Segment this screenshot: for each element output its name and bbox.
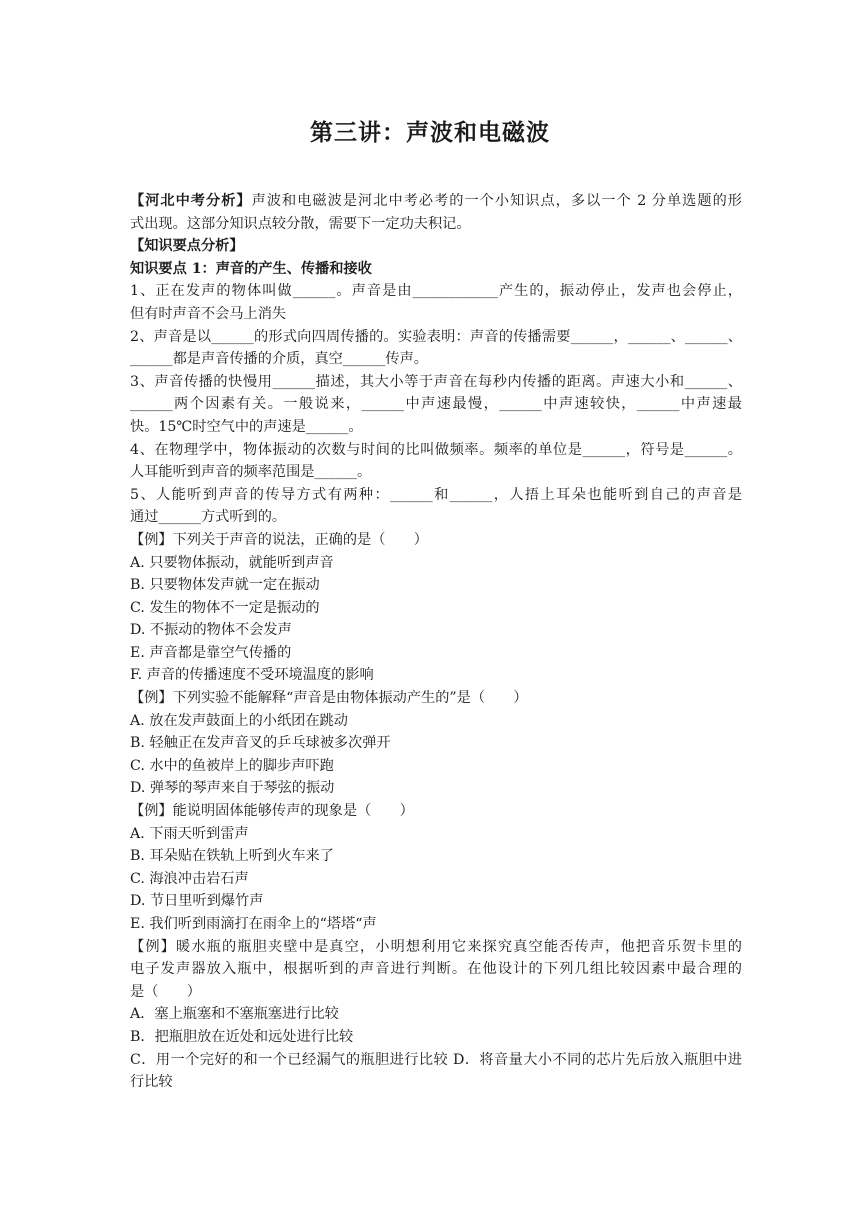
example-4-option-a: A．塞上瓶塞和不塞瓶塞进行比较 [130, 1006, 339, 1023]
example-1-option-b: B. 只要物体发声就一定在振动 [130, 577, 320, 594]
example-4-option-cd-line-2: 行比较 [130, 1074, 173, 1091]
example-1-option-a: A. 只要物体振动，就能听到声音 [130, 554, 334, 571]
example-3-option-d: D. 节日里听到爆竹声 [130, 893, 264, 910]
point-1-line-1: 1、正在发声的物体叫做______。声音是由____________产生的，振动停止，发声也会停止， [130, 283, 742, 300]
example-2-option-b: B. 轻触正在发声音叉的乒乓球被多次弹开 [130, 735, 391, 752]
point-1-line-2: 但有时声音不会马上消失 [130, 305, 287, 322]
point-5-line-1: 5、人能听到声音的传导方式有两种：______和______，人捂上耳朵也能听到自己的声音是 [130, 486, 742, 503]
example-3-option-b: B. 耳朵贴在铁轨上听到火车来了 [130, 848, 334, 865]
point-5-line-2: 通过______方式听到的。 [130, 509, 287, 526]
example-2-option-c: C. 水中的鱼被岸上的脚步声吓跑 [130, 757, 334, 774]
intro-tag: 【河北中考分析】 [130, 193, 252, 209]
example-2-stem: 【例】下列实验不能解释“声音是由物体振动产生的”是（ ） [130, 690, 528, 707]
example-2-option-d: D. 弹琴的琴声来自于琴弦的振动 [130, 780, 335, 797]
example-4-stem-line-2: 电子发声器放入瓶中，根据听到的声音进行判断。在他设计的下列几组比较因素中最合理的 [130, 961, 742, 978]
example-3-stem: 【例】能说明固体能够传声的现象是（ ） [130, 803, 414, 820]
point-2-line-2: ______都是声音传播的介质，真空______传声。 [130, 351, 428, 368]
example-1-option-f: F. 声音的传播速度不受环境温度的影响 [130, 667, 374, 684]
example-4-stem-line-3: 是（ ） [130, 983, 201, 1000]
intro-text: 声波和电磁波是河北中考必考的一个小知识点，多以一个 2 分单选题的形 [251, 193, 742, 209]
document-body [130, 190, 742, 1094]
example-3-option-c: C. 海浪冲击岩石声 [130, 870, 249, 887]
example-1-stem: 【例】下列关于声音的说法，正确的是（ ） [130, 531, 428, 548]
point-2-line-1: 2、声音是以______的形式向四周传播的。实验表明：声音的传播需要______，______、______、 [130, 328, 742, 345]
example-1-option-e: E. 声音都是靠空气传播的 [130, 644, 292, 661]
page-title: 第三讲：声波和电磁波 [310, 120, 550, 146]
example-3-option-e: E. 我们听到雨滴打在雨伞上的“塔塔“声 [130, 916, 377, 932]
point-4-line-2: 人耳能听到声音的频率范围是______。 [130, 464, 372, 481]
section-heading: 【知识要点分析】 [130, 238, 244, 255]
example-4-option-cd-line-1: C．用一个完好的和一个已经漏气的瓶胆进行比较 D．将音量大小不同的芯片先后放入瓶胆中进 [130, 1051, 742, 1068]
example-1-option-c: C. 发生的物体不一定是振动的 [130, 599, 320, 616]
example-4-stem-line-1: 【例】暖水瓶的瓶胆夹壁中是真空，小明想利用它来探究真空能否传声，他把音乐贺卡里的 [130, 938, 742, 955]
point-3-line-1: 3、声音传播的快慢用______描述，其大小等于声音在每秒内传播的距离。声速大小和______、 [130, 373, 742, 390]
point-1-heading: 知识要点 1：声音的产生、传播和接收 [130, 260, 372, 277]
intro-line-2: 式出现。这部分知识点较分散，需要下一定功夫积记。 [130, 215, 471, 232]
example-3-option-a: A. 下雨天听到雷声 [130, 825, 249, 842]
point-4-line-1: 4、在物理学中，物体振动的次数与时间的比叫做频率。频率的单位是______，符号是______。 [130, 441, 742, 458]
intro-line-1 [130, 190, 742, 213]
point-3-line-3: 快。15℃时空气中的声速是______。 [130, 418, 363, 435]
example-1-option-d: D. 不振动的物体不会发声 [130, 622, 292, 639]
example-4-option-b: B．把瓶胆放在近处和远处进行比较 [130, 1028, 354, 1045]
point-3-line-2: ______两个因素有关。一般说来，______中声速最慢，______中声速较快，______中声速最 [130, 396, 742, 413]
example-2-option-a: A. 放在发声鼓面上的小纸团在跳动 [130, 712, 348, 729]
